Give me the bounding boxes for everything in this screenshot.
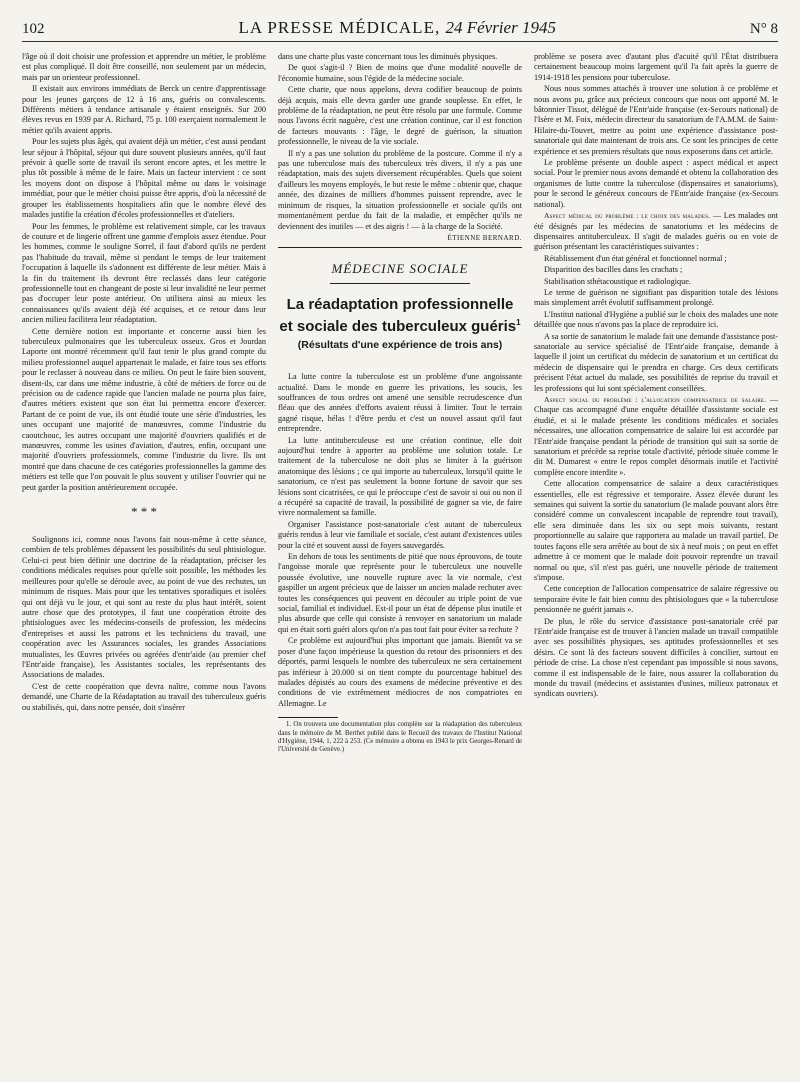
subsection-heading: Aspect social du problème : l'allocation compensatrice de salaire. [544,395,767,404]
paragraph: La lutte contre la tuberculose est un problème d'une angoissante actualité. Dans le monde en guerre les privations, les soucis, les souffrances de tous ordres ont amené une sensible recrudescence d'un fléau que des années d'efforts avaient réussi à limiter. Tout le terrain gagné risque, hélas ! d'être perdu et c'est un nouvel assaut qu'il faut entreprendre. [278,372,522,434]
text-columns [22,52,778,755]
paragraph: Soulignons ici, comme nous l'avons fait nous-même à cette séance, combien de tels problèmes dépassent les possibilités du seul phtisiologue. Celui-ci peut bien définir une doctrine de la réadaptation, préciser les conditions médicales requises pour qu'elle soit possible, les méthodes les meilleures pour qu'elle se déroule avec, au point de vue des rechutes, un minimum de risques. Mais pour que les tentatives sporadiques et isolées qui ont déjà vu le jour, et qui sont au reste du plus haut intérêt, soient autre chose que des prototypes, il faut une coopération étroite des phtisiologues avec les médecins-conseils de profession, les médecins d'entreprises et aussi les patrons et les techniciens du travail, une coopération avec les Assurances sociales, les grandes Associations mutualistes, les Œuvres privées ou agréées d'entr'aide (au premier chef l'Entr'aide française), les Assistantes sociales, les représentants des Associations de malades. [22,535,266,680]
paragraph: En dehors de tous les sentiments de pitié que nous éprouvons, de toute l'angoisse morale que représente pour le tuberculeux une nouvelle poussée évolutive, une nouvelle rupture avec la vie normale, c'est gaspiller un argent précieux que de laisser un ancien malade rechuter avec toutes les conséquences qui peuvent en découler au triple point de vue social, familial et individuel. Est-il pour un état de dépense plus inutile et plus absurde que celle qui consiste à renvoyer en sanatorium un malade qui en était sorti guéri alors qu'on n'a pas tout fait pour éviter sa rechute ? [278,552,522,634]
paragraph: Ce problème est aujourd'hui plus important que jamais. Bientôt va se poser d'une façon impérieuse la question du retour des prisonniers et des déportés, parmi lesquels le nombre des tuberculeux ne sera certainement pas inférieur à 20.000 si on tient compte du pourcentage habituel des malades dépistés au cours des examens de médecine préventive et des conditions de vie extrêmement médiocres de nos compatriotes en Allemagne. Le [278,636,522,708]
list-item: Rétablissement d'un état général et fonctionnel normal ; [544,253,727,263]
issue-date: 24 Février 1945 [445,18,556,37]
journal-title [238,18,556,38]
column-left [22,52,266,755]
paragraph: l'âge où il doit choisir une profession et apprendre un métier, le problème est plus compliqué. Il doit être conseillé, non seulement par un médecin, mais par un orienteur professionnel. [22,52,266,82]
paragraph: Cette conception de l'allocation compensatrice de salaire régressive ou temporaire évite le fait bien connu des phtisiologues que « la tuberculose pensionnée ne guérit jamais ». [534,584,778,615]
footnote-divider [278,717,338,718]
paragraph: Nous nous sommes attachés à trouver une solution à ce problème et nous avons pu, grâce aux précieux concours que nous ont apporté M. le bâtonnier Tissot, délégué de l'Entr'aide française (ex-Secours national) de l'Isère et M. Foix, médecin directeur du sanatorium de l'A.M.M. de Saint-Hilaire-du-Touvet, mettre au point une expérience d'assistance post-sanatoriale qui date maintenant de trois ans. Ce sont les principes de cette expérience et ses premiers résultats que nous exposerons dans cet article. [534,84,778,156]
paragraph: Pour les sujets plus âgés, qui avaient déjà un métier, c'est aussi pendant leur séjour à l'hôpital, séjour qui dure souvent plusieurs années, qu'il faut prévoir à quelle sorte de travail ils seront encore aptes, et les mettre le plus tôt possible à même de le faire. Mais un facteur intervient : ce sont les moyens dont on dispose à l'hôpital même ou dans le voisinage immédiat, pour que le métier choisi puisse être appris, d'où la nécessité de grouper les établissements hospitaliers afin que le nombre élevé des malades justifie la création d'écoles professionnelles et d'ateliers. [22,137,266,220]
subsection: Aspect médical du problème : le choix des malades. — Les malades ont été désignés par les médecins de sanatoriums et les médecins de dispensaires antituberculeux. Il s'agit de malades guéris ou en voie de guérison présentant les caractéristiques suivantes : [534,211,779,252]
paragraph: L'Institut national d'Hygiène a publié sur le choix des malades une note détaillée que nous n'avons pas la place de reproduire ici. [534,309,778,330]
paragraph: La lutte antituberculeuse est une création continue, elle doit aujourd'hui tendre à apporter au problème une solution totale. Le traitement de la tuberculose ne doit plus se limiter à la guérison anatomique des lésions ; ce qui importe au tuberculeux, lorsqu'il quitte le sanatorium, ce n'est pas seulement la bonne fortune de savoir que ses lésions sont cicatrisées, ce qui le préoccupe c'est de savoir si oui ou non il a récupéré sa capacité de travail, la possibilité de gagner sa vie, de faire vivre normalement sa famille. [278,435,522,518]
subsection-heading: Aspect médical du problème : le choix des malades. [544,211,711,221]
footnote: 1. On trouvera une documentation plus complète sur la réadaptation des tuberculeux dans le mémoire de M. Berthet publié dans le Recueil des travaux de l'Institut National d'Hygiène, 1944, 1, 222 à 253. (Ce mémoire a obtenu en 1943 le prix Georges-Renard de l'Université de Genève.) [278,721,522,754]
paragraph: C'est de cette coopération que devra naître, comme nous l'avons demandé, une Charte de la Réadaptation au travail des tuberculeux guéris ou stabilisés, qui, dans notre pensée, doit s'insérer [22,681,266,712]
paragraph: problème se posera avec d'autant plus d'acuité qu'il l'État distribuera certainement beaucoup moins largement qu'il l'a fait après la guerre de 1914-1918 les pensions pour tuberculose. [534,52,778,82]
section-title: MÉDECINE SOCIALE [331,261,469,277]
list-item: Stabilisation sthétacoustique et radiologique. [544,276,691,286]
list-item: Disparition des bacilles dans les crachats ; [544,265,683,275]
paragraph: Cette dernière notion est importante et concerne aussi bien les tuberculeux pulmonaires que les tuberculeux osseux. Gros et Jourdan Laporte ont montré récemment qu'il faut tenir le plus grand compte du milieu professionnel auquel appartenait le malade, et faire tous ses efforts pour le reclasser à nouveau dans ce milieu. On peut le faire bien souvent, disent-ils, car dans une même industrie, à côté de métiers de force ou de précision ou de cadence rapide que l'ancien malade ne pourra plus faire, d'autres métiers existent que son état lui permettra encore d'exercer. Partant de ce point de vue, ils ont étudié toute une série d'industries, les unes occupant une majorité de manœuvres, comme l'industrie du caoutchouc, les autres occupant une majorité d'ouvriers qualifiés et de manœuvres, comme les usines d'aviation, d'autres, enfin, occupant une majorité d'ouvriers professionnels, comme l'industrie du livre. Ils ont montré que dans chacune de ces catégories professionnelles la gamme des métiers est telle que l'on pouvait le plus souvent y utiliser l'ouvrier qui ne peut garder la position antérieurement occupée. [22,326,266,492]
divider [278,247,522,248]
journal-name: LA PRESSE MÉDICALE, [238,18,441,37]
subsection: Aspect social du problème : l'allocation compensatrice de salaire. — Chaque cas accompagné d'une enquête détaillée d'assistante sociale est étudié, et si le malade présente les conditions médicales et sociales nécessaires, une allocation compensatrice de salaire lui est accordée par l'Entr'aide française pendant la période de transition qui suit sa sortie de sanatorium et précède sa reprise totale d'activité, période située comme le dit M. Dumarest « entre le repos complet désormais inutile et l'activité complète encore interdite ». [534,395,779,477]
paragraph: Il existait aux environs immédiats de Berck un centre d'apprentissage pour les jeunes garçons de 12 à 16 ans, guéris ou convalescents. Différents métiers à tendance artisanale y étaient enseignés. Sur 200 élèves revus en 1939 par A. Richard, 75 p. 100 exerçaient normalement le métier qu'ils avaient appris. [22,84,266,135]
column-middle [278,52,522,755]
page-header [22,18,778,42]
paragraph: dans une charte plus vaste concernant tous les diminués physiques. [278,52,498,61]
paragraph: Le problème présente un double aspect : aspect médical et aspect social. Pour le premier nous avons demandé et obtenu la collaboration des organismes de lutte contre la tuberculose (dispensaires et sanatoriums), pour le second le généreux concours de l'Entr'aide française (ex-Secours national). [534,158,778,209]
paragraph: Il n'y a pas une solution du problème de la postcure. Comme il n'y a pas une tuberculose mais des tuberculeux très divers, il n'y a pas une réadaptation, mais des sujets diversement récupérables. Quels que soient d'ailleurs les moyens employés, le but reste le même : obtenir que, chaque année, des dizaines de milliers d'hommes puissent reprendre, avec le minimum de risques, la situation professionnelle et sociale qu'ils ont momentanément perdue du fait de la maladie, et empêcher qu'ils ne deviennent des inutiles — et des aigris ! — à la charge de la Société. [278,148,522,231]
article-title-text: La réadaptation professionnelle et sociale des tuberculeux guéris [279,295,517,335]
page-number: 102 [22,21,45,37]
section-separator: * * * [131,504,157,520]
paragraph-text: Chaque cas accompagné d'une enquête détaillée d'assistante sociale est étudié, et si le malade présente les conditions médicales et sociales nécessaires, une allocation compensatrice de salaire lui est accordée par l'Entr'aide française pendant la période de transition qui suit sa sortie de sanatorium et précède sa reprise totale d'activité, période située comme le dit M. Dumarest « entre le repos complet désormais inutile et l'activité complète encore interdite ». [534,405,778,477]
paragraph: Le terme de guérison ne signifiant pas disparition totale des lésions mais simplement arrêt évolutif suffisamment prolongé. [534,287,778,308]
paragraph: De plus, le rôle du service d'assistance post-sanatoriale créé par l'Entr'aide française est de trouver à l'ancien malade un travail compatible avec ses possibilités physiques, ses aptitudes professionnelles et ses désirs. Ce sont là des facteurs souvent difficiles à concilier, surtout en période de crise. La chose n'est cependant pas impossible si nous savons, comme il est indispensable de le faire, nous assurer la collaboration du monde du travail (médecins et assistantes d'usines, milieux patronaux et syndicats ouvriers). [534,616,778,699]
article-subtitle: (Résultats d'une expérience de trois ans) [297,338,503,351]
paragraph-text: Les malades ont été désignés par les médecins de sanatoriums et les médecins de dispensaires antituberculeux. Il s'agit de malades guéris ou en voie de guérison présentant les caractéristiques suivantes : [534,211,779,252]
paragraph: Cette allocation compensatrice de salaire a deux caractéristiques essentielles, elle est régressive et temporaire. Assez élevée durant les semaines qui suivent la sortie du sanatorium (le malade pouvant alors être considéré comme un convalescent incapable de reprendre tout travail), elle sera diminuée dans les six ou sept mois suivants, restant proportionnelle au salaire que rapportera au malade un travail partiel. De toutes façons elle sera arrêtée au bout de six à neuf mois ; on peut en effet admettre à ce moment que le malade doit pouvoir reprendre un travail normal ou que, s'il n'est pas guéri, une nouvelle période de traitement s'impose. [534,479,778,582]
article-title [278,296,522,336]
paragraph: De quoi s'agit-il ? Bien de moins que d'une modalité nouvelle de l'économie humaine, sous l'égide de la médecine sociale. [278,63,522,83]
divider [330,283,470,284]
author-signature: ÉTIENNE BERNARD. [447,233,522,242]
paragraph: Cette charte, que nous appelons, devra codifier beaucoup de points déjà acquis, mais elle devra garder une grande souplesse. En effet, le problème de la réadaptation, ne peut être résolu par une formule. Comme nous l'avons écrit naguère, c'est une création continue, car il est fonction de facteurs mouvants : l'âge, le degré de guérison, la situation professionnelle, le niveau de la vie sociale. [278,85,522,147]
paragraph: Pour les femmes, le problème est relativement simple, car les travaux de couture et de lingerie offrent une gamme d'emplois assez étendue. Pour les hommes, comme le souligne Sorrel, il faut d'abord qu'ils ne perdent pas l'habitude du travail, même si pendant le temps de leur traitement l'occupation à laquelle ils s'adonnent est différente de leur métier. Mais à la fin du traitement ils devront être reclassés dans leur catégorie professionnelle tout en changeant de poste si leur invalidité ne leur permet pas d'occuper leur poste antérieur. On utilisera ainsi au mieux les connaissances qu'ils avaient déjà été acquises, et ce retour dans leur ancien milieu facilitera leur réadaptation. [22,221,266,325]
issue-number: N° 8 [749,21,778,37]
paragraph: Organiser l'assistance post-sanatoriale c'est autant de tuberculeux guéris rendus à leur vie familiale et sociale, c'est autant d'existences utiles pour la cité et souvent aussi de foyers sauvegardés. [278,519,522,550]
paragraph: A sa sortie de sanatorium le malade fait une demande d'assistance post-sanatoriale au service spécialisé de l'Entr'aide française, demande à laquelle il joint un certificat du médecin de sanatorium et un certificat du médecin de dispensaire qui le prendra en charge. Ces deux certificats précisent l'état actuel du malade, ses possibilités de reprise du travail et les professions qui lui sont spécialement conseillées. [534,331,778,393]
footnote-marker: 1 [516,317,521,327]
column-right [534,52,778,755]
